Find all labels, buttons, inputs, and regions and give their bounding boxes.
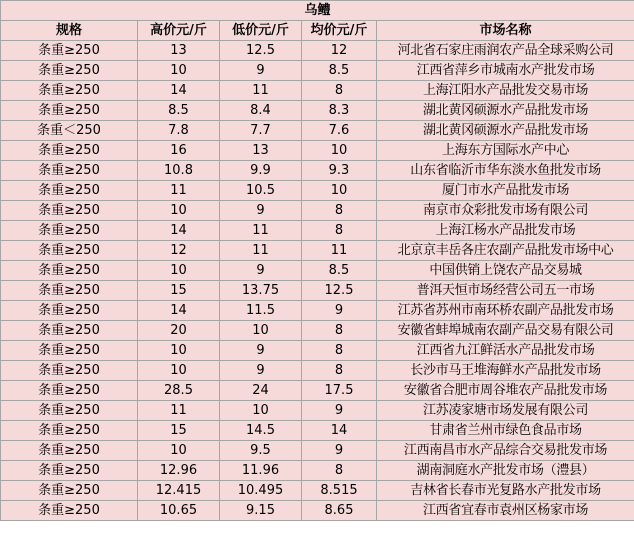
table-row bbox=[1, 441, 634, 461]
cell-high-price: 14 bbox=[138, 221, 220, 241]
cell-avg-price: 9 bbox=[302, 441, 377, 461]
cell-market-name: 中国供销上饶农产品交易城 bbox=[377, 261, 634, 281]
cell-high-price: 7.8 bbox=[138, 121, 220, 141]
table-row bbox=[1, 161, 634, 181]
cell-market-name: 吉林省长春市光复路水产批发市场 bbox=[377, 481, 634, 501]
cell-avg-price: 8 bbox=[302, 361, 377, 381]
cell-high-price: 10 bbox=[138, 361, 220, 381]
cell-market-name: 湖北黄冈硕源水产品批发市场 bbox=[377, 121, 634, 141]
cell-avg-price: 8.5 bbox=[302, 261, 377, 281]
table-row bbox=[1, 301, 634, 321]
cell-low-price: 11 bbox=[220, 81, 302, 101]
cell-low-price: 9 bbox=[220, 361, 302, 381]
cell-spec: 条重≥250 bbox=[1, 321, 138, 341]
cell-high-price: 10 bbox=[138, 61, 220, 81]
cell-low-price: 24 bbox=[220, 381, 302, 401]
cell-low-price: 10 bbox=[220, 401, 302, 421]
cell-low-price: 9.15 bbox=[220, 501, 302, 521]
cell-avg-price: 8.515 bbox=[302, 481, 377, 501]
cell-market-name: 上海江阳水产品批发交易市场 bbox=[377, 81, 634, 101]
cell-spec: 条重≥250 bbox=[1, 441, 138, 461]
table-row bbox=[1, 321, 634, 341]
cell-low-price: 8.4 bbox=[220, 101, 302, 121]
table-row bbox=[1, 341, 634, 361]
cell-avg-price: 10 bbox=[302, 141, 377, 161]
cell-low-price: 11.96 bbox=[220, 461, 302, 481]
cell-market-name: 山东省临沂市华东淡水鱼批发市场 bbox=[377, 161, 634, 181]
cell-high-price: 10 bbox=[138, 441, 220, 461]
cell-market-name: 上海东方国际水产中心 bbox=[377, 141, 634, 161]
table-row bbox=[1, 61, 634, 81]
cell-spec: 条重≥250 bbox=[1, 281, 138, 301]
cell-high-price: 10.8 bbox=[138, 161, 220, 181]
cell-high-price: 10 bbox=[138, 341, 220, 361]
cell-market-name: 江西南昌市水产品综合交易批发市场 bbox=[377, 441, 634, 461]
cell-market-name: 江西省九江鲜活水产品批发市场 bbox=[377, 341, 634, 361]
cell-low-price: 13.75 bbox=[220, 281, 302, 301]
cell-avg-price: 8 bbox=[302, 461, 377, 481]
table-row bbox=[1, 401, 634, 421]
cell-market-name: 安徽省蚌埠城南农副产品交易有限公司 bbox=[377, 321, 634, 341]
table-row bbox=[1, 461, 634, 481]
cell-spec: 条重≥250 bbox=[1, 421, 138, 441]
header-spec: 规格 bbox=[1, 21, 138, 41]
table-row bbox=[1, 281, 634, 301]
cell-spec: 条重≥250 bbox=[1, 41, 138, 61]
cell-spec: 条重≥250 bbox=[1, 261, 138, 281]
header-avg-price: 均价元/斤 bbox=[302, 21, 377, 41]
table-row bbox=[1, 141, 634, 161]
header-high-price: 高价元/斤 bbox=[138, 21, 220, 41]
cell-market-name: 厦门市水产品批发市场 bbox=[377, 181, 634, 201]
table-row bbox=[1, 381, 634, 401]
cell-spec: 条重≥250 bbox=[1, 401, 138, 421]
cell-avg-price: 8 bbox=[302, 201, 377, 221]
cell-avg-price: 7.6 bbox=[302, 121, 377, 141]
cell-high-price: 13 bbox=[138, 41, 220, 61]
cell-market-name: 安徽省合肥市周谷堆农产品批发市场 bbox=[377, 381, 634, 401]
cell-low-price: 9.5 bbox=[220, 441, 302, 461]
cell-spec: 条重≥250 bbox=[1, 181, 138, 201]
cell-spec: 条重≥250 bbox=[1, 341, 138, 361]
cell-low-price: 11.5 bbox=[220, 301, 302, 321]
cell-avg-price: 8.5 bbox=[302, 61, 377, 81]
cell-market-name: 普洱天恒市场经营公司五一市场 bbox=[377, 281, 634, 301]
cell-market-name: 上海江杨水产品批发市场 bbox=[377, 221, 634, 241]
cell-market-name: 长沙市马王堆海鲜水产品批发市场 bbox=[377, 361, 634, 381]
cell-spec: 条重＜250 bbox=[1, 121, 138, 141]
cell-market-name: 江西省萍乡市城南水产批发市场 bbox=[377, 61, 634, 81]
cell-avg-price: 10 bbox=[302, 181, 377, 201]
cell-avg-price: 8 bbox=[302, 321, 377, 341]
cell-avg-price: 8 bbox=[302, 341, 377, 361]
cell-spec: 条重≥250 bbox=[1, 141, 138, 161]
header-market-name: 市场名称 bbox=[377, 21, 634, 41]
table-row bbox=[1, 201, 634, 221]
cell-spec: 条重≥250 bbox=[1, 241, 138, 261]
cell-market-name: 江苏凌家塘市场发展有限公司 bbox=[377, 401, 634, 421]
cell-low-price: 9.9 bbox=[220, 161, 302, 181]
cell-avg-price: 9 bbox=[302, 301, 377, 321]
cell-high-price: 15 bbox=[138, 281, 220, 301]
cell-high-price: 28.5 bbox=[138, 381, 220, 401]
cell-market-name: 河北省石家庄雨润农产品全球采购公司 bbox=[377, 41, 634, 61]
table-row bbox=[1, 241, 634, 261]
table-row bbox=[1, 121, 634, 141]
table-row bbox=[1, 421, 634, 441]
cell-market-name: 江苏省苏州市南环桥农副产品批发市场 bbox=[377, 301, 634, 321]
cell-market-name: 江西省宜春市袁州区杨家市场 bbox=[377, 501, 634, 521]
cell-high-price: 20 bbox=[138, 321, 220, 341]
cell-low-price: 9 bbox=[220, 261, 302, 281]
cell-low-price: 11 bbox=[220, 241, 302, 261]
cell-high-price: 12 bbox=[138, 241, 220, 261]
cell-spec: 条重≥250 bbox=[1, 381, 138, 401]
table-row bbox=[1, 481, 634, 501]
cell-spec: 条重≥250 bbox=[1, 101, 138, 121]
cell-low-price: 7.7 bbox=[220, 121, 302, 141]
cell-market-name: 甘肃省兰州市绿色食品市场 bbox=[377, 421, 634, 441]
cell-spec: 条重≥250 bbox=[1, 61, 138, 81]
cell-low-price: 9 bbox=[220, 341, 302, 361]
cell-high-price: 10.65 bbox=[138, 501, 220, 521]
cell-high-price: 14 bbox=[138, 81, 220, 101]
cell-spec: 条重≥250 bbox=[1, 481, 138, 501]
table-row bbox=[1, 361, 634, 381]
cell-market-name: 湖北黄冈硕源水产品批发市场 bbox=[377, 101, 634, 121]
cell-spec: 条重≥250 bbox=[1, 301, 138, 321]
cell-market-name: 北京京丰岳各庄农副产品批发市场中心 bbox=[377, 241, 634, 261]
cell-high-price: 11 bbox=[138, 401, 220, 421]
table-row bbox=[1, 261, 634, 281]
cell-avg-price: 12.5 bbox=[302, 281, 377, 301]
cell-market-name: 湖南洞庭水产批发市场（澧县） bbox=[377, 461, 634, 481]
table-row bbox=[1, 101, 634, 121]
cell-market-name: 南京市众彩批发市场有限公司 bbox=[377, 201, 634, 221]
table-body bbox=[1, 41, 634, 521]
cell-high-price: 10 bbox=[138, 201, 220, 221]
cell-low-price: 11 bbox=[220, 221, 302, 241]
cell-spec: 条重≥250 bbox=[1, 461, 138, 481]
cell-high-price: 12.415 bbox=[138, 481, 220, 501]
cell-high-price: 14 bbox=[138, 301, 220, 321]
header-low-price: 低价元/斤 bbox=[220, 21, 302, 41]
cell-spec: 条重≥250 bbox=[1, 501, 138, 521]
cell-spec: 条重≥250 bbox=[1, 221, 138, 241]
cell-low-price: 12.5 bbox=[220, 41, 302, 61]
cell-avg-price: 14 bbox=[302, 421, 377, 441]
cell-avg-price: 8.3 bbox=[302, 101, 377, 121]
cell-spec: 条重≥250 bbox=[1, 161, 138, 181]
cell-high-price: 12.96 bbox=[138, 461, 220, 481]
cell-low-price: 10.5 bbox=[220, 181, 302, 201]
table-row bbox=[1, 81, 634, 101]
cell-high-price: 8.5 bbox=[138, 101, 220, 121]
title-row bbox=[1, 1, 634, 21]
cell-high-price: 15 bbox=[138, 421, 220, 441]
cell-low-price: 13 bbox=[220, 141, 302, 161]
table-row bbox=[1, 41, 634, 61]
cell-low-price: 9 bbox=[220, 201, 302, 221]
table-row bbox=[1, 501, 634, 521]
cell-high-price: 10 bbox=[138, 261, 220, 281]
cell-avg-price: 8.65 bbox=[302, 501, 377, 521]
cell-low-price: 14.5 bbox=[220, 421, 302, 441]
table-row bbox=[1, 221, 634, 241]
cell-avg-price: 9 bbox=[302, 401, 377, 421]
cell-low-price: 9 bbox=[220, 61, 302, 81]
table-title: 乌鳢 bbox=[1, 1, 634, 21]
cell-high-price: 16 bbox=[138, 141, 220, 161]
cell-avg-price: 8 bbox=[302, 81, 377, 101]
cell-avg-price: 17.5 bbox=[302, 381, 377, 401]
table-row bbox=[1, 181, 634, 201]
cell-spec: 条重≥250 bbox=[1, 201, 138, 221]
cell-spec: 条重≥250 bbox=[1, 361, 138, 381]
cell-low-price: 10 bbox=[220, 321, 302, 341]
cell-avg-price: 8 bbox=[302, 221, 377, 241]
cell-low-price: 10.495 bbox=[220, 481, 302, 501]
cell-avg-price: 9.3 bbox=[302, 161, 377, 181]
cell-high-price: 11 bbox=[138, 181, 220, 201]
cell-avg-price: 12 bbox=[302, 41, 377, 61]
cell-avg-price: 11 bbox=[302, 241, 377, 261]
cell-spec: 条重≥250 bbox=[1, 81, 138, 101]
header-row bbox=[1, 21, 634, 41]
